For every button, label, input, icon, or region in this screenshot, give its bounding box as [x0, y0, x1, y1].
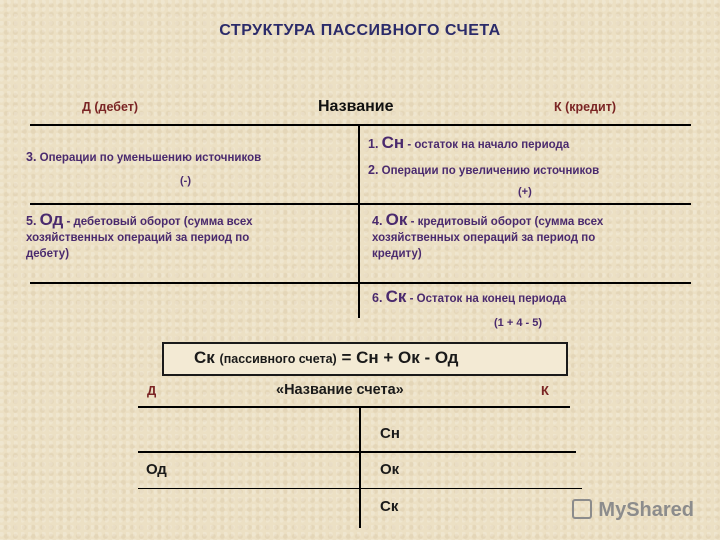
- bottom-horizontal-line: [138, 406, 570, 408]
- item-5: 5. Од - дебетовый оборот (сумма всех: [26, 210, 253, 229]
- debit-header: Д (дебет): [82, 100, 139, 114]
- bottom-credit-label: К: [541, 383, 549, 398]
- item-5-line2: хозяйственных операций за период по: [26, 232, 250, 244]
- bottom-separator-2: [138, 488, 582, 489]
- account-name-header: Название: [318, 98, 394, 115]
- bottom-row-ok: Ок: [380, 461, 400, 478]
- formula-text: Ск (пассивного счета) = Сн + Ок - Од: [194, 348, 459, 367]
- page-title: СТРУКТУРА ПАССИВНОГО СЧЕТА: [219, 22, 501, 39]
- item-6: 6. Ск - Остаток на конец периода: [372, 287, 567, 306]
- separator-line-1: [30, 203, 691, 205]
- top-horizontal-line: [30, 124, 691, 126]
- bottom-separator-1: [138, 451, 576, 453]
- formula-box: [162, 342, 568, 376]
- bottom-account-name: «Название счета»: [276, 382, 404, 398]
- bottom-debit-label: Д: [147, 383, 157, 398]
- bottom-row-sn: Сн: [380, 425, 400, 442]
- item-1: 1. Сн - остаток на начало периода: [368, 133, 570, 152]
- bottom-vertical-line: [359, 406, 361, 528]
- top-vertical-line: [358, 124, 360, 318]
- credit-header: К (кредит): [554, 100, 617, 114]
- item-4: 4. Ок - кредитовый оборот (сумма всех: [372, 210, 604, 229]
- item-3-sign: (-): [180, 175, 191, 187]
- myshared-logo-icon: [572, 499, 592, 519]
- watermark: MyShared: [598, 499, 694, 521]
- separator-line-2: [30, 282, 691, 284]
- item-4-line2: хозяйственных операций за период по: [372, 232, 596, 244]
- item-5-line3: дебету): [26, 248, 70, 260]
- item-2-sign: (+): [518, 186, 532, 198]
- item-3: 3. Операции по уменьшению источников: [26, 150, 262, 164]
- item-6-formula: (1 + 4 - 5): [494, 317, 542, 329]
- item-2: 2. Операции по увеличению источников: [368, 163, 600, 177]
- bottom-row-sk: Ск: [380, 498, 399, 515]
- bottom-row-od: Од: [146, 461, 167, 478]
- item-4-line3: кредиту): [372, 248, 422, 260]
